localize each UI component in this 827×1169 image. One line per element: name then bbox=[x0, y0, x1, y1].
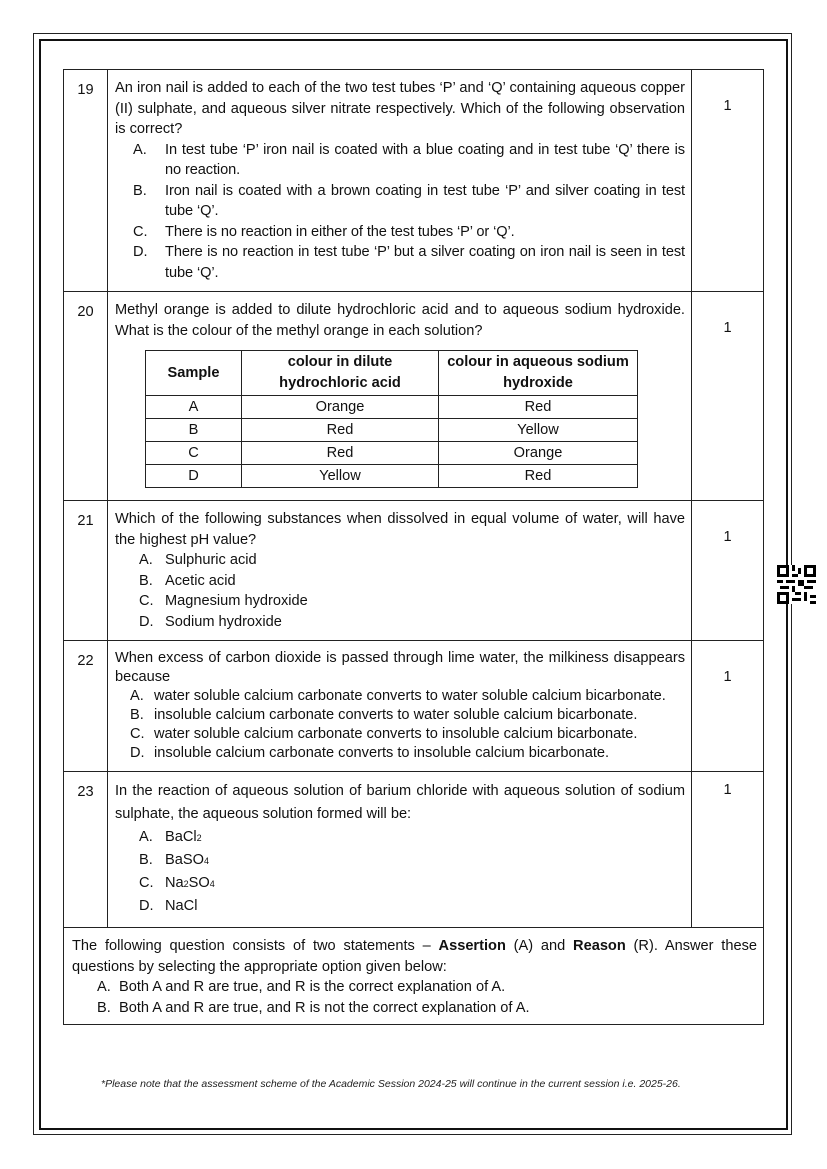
instruction-text: The following question consists of two statements – Assertion (A) and Reason (R). Answer these questions by selecting the appropriate option given below: bbox=[72, 938, 758, 975]
option-a: A. BaCl2 bbox=[139, 829, 202, 845]
option-b: B. Both A and R are true, and R is not the correct explanation of A. bbox=[97, 999, 530, 1016]
marks: 1 bbox=[692, 70, 764, 292]
marks: 1 bbox=[692, 501, 764, 641]
question-text: When excess of carbon dioxide is passed through lime water, the milkiness disappears because bbox=[115, 650, 685, 685]
question-number: 19 bbox=[64, 70, 108, 292]
option-a: A. In test tube ‘P’ iron nail is coated with a blue coating and in test tube ‘Q’ there is no reaction. bbox=[133, 141, 685, 178]
question-number: 21 bbox=[64, 501, 108, 641]
option-b: B. insoluble calcium carbonate converts to water soluble calcium bicarbonate. bbox=[130, 707, 638, 723]
question-text: In the reaction of aqueous solution of barium chloride with aqueous solution of sodium sulphate, the aqueous solution formed will be: bbox=[115, 783, 685, 822]
table-row: C Red Orange bbox=[146, 442, 638, 465]
option-b: B. Iron nail is coated with a brown coating in test tube ‘P’ and silver coating in test tube ‘Q’. bbox=[133, 182, 685, 219]
question-20 bbox=[64, 292, 764, 501]
question-text: Methyl orange is added to dilute hydrochloric acid and to aqueous sodium hydroxide. What is the colour of the methyl orange in each solution? bbox=[115, 302, 685, 339]
footnote: *Please note that the assessment scheme of the Academic Session 2024-25 will continue in the current session i.e. 2025-26. bbox=[101, 1078, 681, 1090]
question-number: 23 bbox=[64, 772, 108, 928]
option-b: B. BaSO4 bbox=[139, 852, 209, 868]
option-d: D. NaCl bbox=[139, 898, 198, 914]
option-c: C. water soluble calcium carbonate converts to insoluble calcium bicarbonate. bbox=[130, 726, 638, 742]
question-22 bbox=[64, 641, 764, 772]
question-text: Which of the following substances when dissolved in equal volume of water, will have the highest pH value? bbox=[115, 511, 685, 548]
question-21 bbox=[64, 501, 764, 641]
question-number: 20 bbox=[64, 292, 108, 501]
table-row: A Orange Red bbox=[146, 396, 638, 419]
table-row: B Red Yellow bbox=[146, 419, 638, 442]
option-d: D. Sodium hydroxide bbox=[139, 613, 282, 630]
option-d: D. There is no reaction in test tube ‘P’ but a silver coating on iron nail is seen in test tube ‘Q’. bbox=[133, 244, 685, 281]
table-row: D Yellow Red bbox=[146, 465, 638, 488]
option-a: A. Sulphuric acid bbox=[139, 552, 257, 568]
option-b: B. Acetic acid bbox=[139, 572, 236, 589]
marks: 1 bbox=[692, 772, 764, 928]
question-19 bbox=[64, 70, 764, 292]
marks: 1 bbox=[692, 641, 764, 772]
option-c: C. Na2SO4 bbox=[139, 875, 215, 891]
option-a: A. water soluble calcium carbonate converts to water soluble calcium bicarbonate. bbox=[130, 688, 666, 704]
header-base: colour in aqueous sodium hydroxide bbox=[439, 351, 638, 396]
option-c: C. Magnesium hydroxide bbox=[139, 593, 308, 609]
option-d: D. insoluble calcium carbonate converts to insoluble calcium bicarbonate. bbox=[130, 745, 610, 761]
question-23 bbox=[64, 772, 764, 928]
question-text: An iron nail is added to each of the two test tubes ‘P’ and ‘Q’ containing aqueous copper (II) sulphate, and aqueous silver nitrate respectively. Which of the following observation is correct? bbox=[115, 80, 685, 137]
qr-code-icon bbox=[777, 565, 816, 604]
header-acid: colour in dilute hydrochloric acid bbox=[242, 351, 439, 396]
option-c: C. There is no reaction in either of the test tubes ‘P’ or ‘Q’. bbox=[133, 223, 515, 240]
methyl-orange-table bbox=[145, 350, 638, 488]
marks: 1 bbox=[692, 292, 764, 501]
assertion-reason-instructions bbox=[64, 928, 764, 1025]
header-sample: Sample bbox=[146, 351, 242, 396]
questions-table bbox=[63, 69, 764, 1025]
option-a: A. Both A and R are true, and R is the correct explanation of A. bbox=[97, 979, 506, 995]
question-number: 22 bbox=[64, 641, 108, 772]
